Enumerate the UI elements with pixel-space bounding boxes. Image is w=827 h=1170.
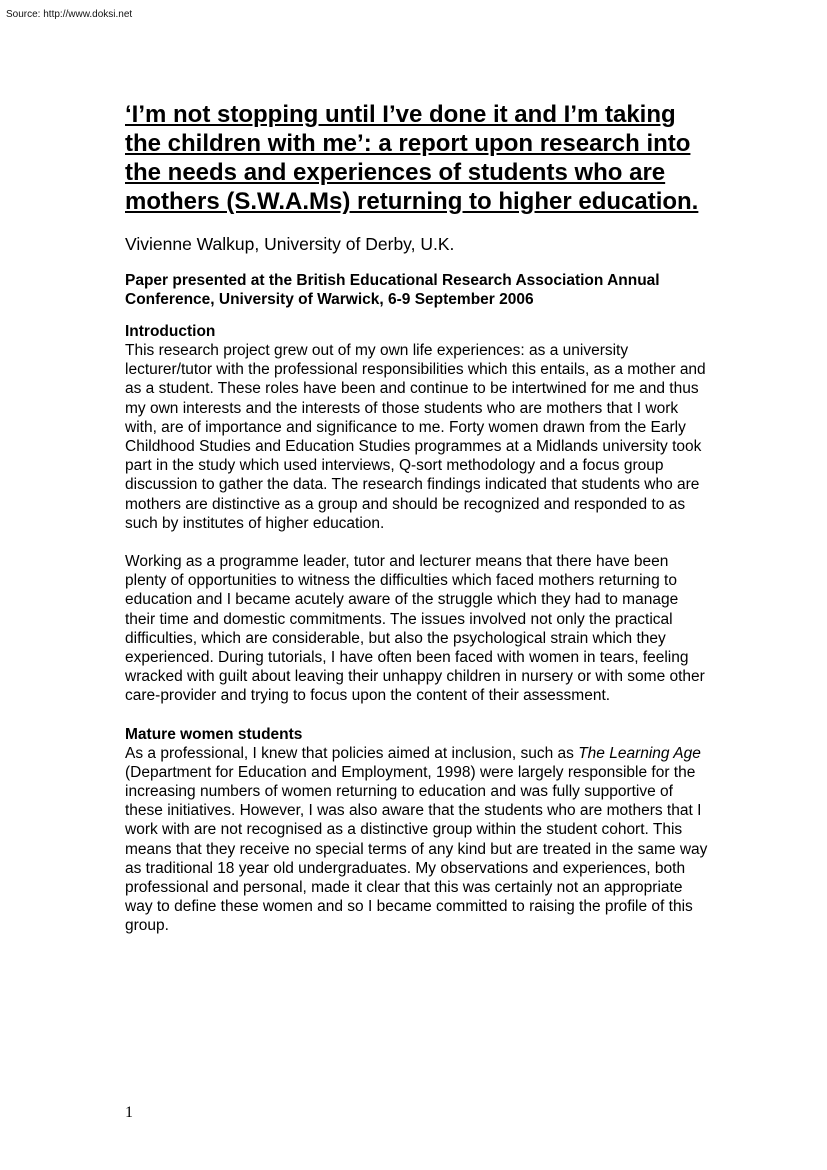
mature-paragraph-1 <box>125 744 710 936</box>
citation-title-italic: The Learning Age <box>578 744 701 762</box>
paper-title: ‘I’m not stopping until I’ve done it and I’m taking the children with me’: a report upon research into the needs and experiences of students who are mothers (S.W.A.Ms) returning to higher education. <box>125 101 699 215</box>
section-heading-mature-women: Mature women students <box>125 725 303 743</box>
author-line: Vivienne Walkup, University of Derby, U.K. <box>125 234 455 254</box>
source-url: Source: http://www.doksi.net <box>6 9 133 20</box>
page-number: 1 <box>125 1104 133 1121</box>
mature-p1-text-after: (Department for Education and Employment, 1998) were largely responsible for the increasing numbers of women returning to education and was fully supportive of these initiatives. However, I was also aware that the students who are mothers that I work with are not recognised as a distinctive group within the student cohort. This means that they receive no special terms of any kind but are treated in the same way as traditional 18 year old undergraduates. My observations and experiences, both professional and personal, made it clear that this was certainly not an appropriate way to define these women and so I became committed to raising the profile of this group. <box>125 763 708 935</box>
mature-p1-text-before: As a professional, I knew that policies aimed at inclusion, such as <box>125 744 579 762</box>
section-heading-introduction: Introduction <box>125 323 216 340</box>
conference-note: Paper presented at the British Educational Research Association Annual Conference, University of Warwick, 6-9 September 2006 <box>125 272 660 308</box>
introduction-paragraph-1: This research project grew out of my own life experiences: as a university lecturer/tutor with the professional responsibilities which this entails, as a mother and as a student. These roles have been and continue to be intertwined for me and thus my own interests and the interests of those students who are mothers that I work with, are of importance and significance to me. Forty women drawn from the Early Childhood Studies and Education Studies programmes at a Midlands university took part in the study which used interviews, Q-sort methodology and a focus group discussion to gather the data. The research findings indicated that students who are mothers are distinctive as a group and should be recognized and responded to as such by institutes of higher education. <box>125 342 706 532</box>
document-page <box>125 100 710 936</box>
introduction-paragraph-2: Working as a programme leader, tutor and lecturer means that there have been plenty of opportunities to witness the difficulties which faced mothers returning to education and I became acutely aware of the struggle which they had to manage their time and domestic commitments. The issues involved not only the practical difficulties, which are considerable, but also the psychological strain which they experienced. During tutorials, I have often been faced with women in tears, feeling wracked with guilt about leaving their unhappy children in nursery or with some other care-provider and trying to focus upon the content of their assessment. <box>125 553 705 705</box>
